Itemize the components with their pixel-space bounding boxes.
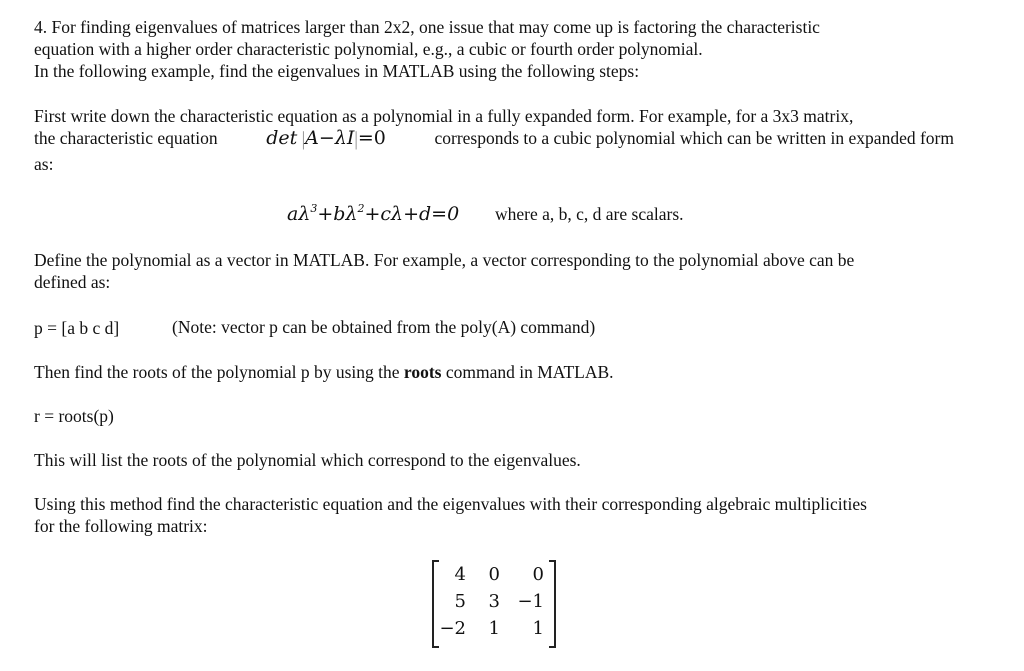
intro-line-3: In the following example, find the eigenvalues in MATLAB using the following steps: <box>34 61 640 81</box>
det-expression <box>266 127 386 149</box>
method-paragraph <box>34 493 954 537</box>
intro-line-2: equation with a higher order characteristic polynomial, e.g., a cubic or fourth order polynomial. <box>34 39 703 59</box>
matrix-cell-r1-c1: 4 <box>454 564 466 585</box>
matrix-cell-r2-c2: 3 <box>488 591 500 612</box>
equation-power-3: 3 <box>310 201 318 215</box>
matrix <box>432 560 556 644</box>
roots-instruction-pre: Then find the roots of the polynomial p by using the <box>34 362 400 382</box>
matrix-cell-r1-c3: 0 <box>532 564 544 585</box>
det-equals-zero: =0 <box>357 127 386 149</box>
r-definition: r = roots(p) <box>34 406 114 426</box>
matrix-right-bracket <box>549 560 556 648</box>
equation-term-2: +bλ <box>317 203 358 225</box>
equation-term-1: aλ <box>287 203 311 225</box>
matrix-cell-r2-c3: −1 <box>517 591 544 612</box>
right-abs-bar: | <box>354 126 358 150</box>
matrix-cell-r3-c1: −2 <box>439 618 466 639</box>
characteristic-line-1: First write down the characteristic equation as a polynomial in a fully expanded form. For example, for a 3x3 matrix, <box>34 106 854 126</box>
define-paragraph <box>34 249 954 293</box>
cubic-equation <box>287 203 459 225</box>
method-line-2: for the following matrix: <box>34 516 208 536</box>
equation-power-2: 2 <box>357 201 365 215</box>
scalars-note: where a, b, c, d are scalars. <box>495 204 684 224</box>
matrix-cell-r2-c1: 5 <box>454 591 466 612</box>
intro-paragraph <box>34 16 954 82</box>
roots-command: roots <box>403 362 442 382</box>
poly-note: (Note: vector p can be obtained from the poly(A) command) <box>172 317 596 337</box>
define-line-2: defined as: <box>34 272 111 292</box>
p-definition: p = [a b c d] <box>34 318 120 338</box>
characteristic-line-2-post: corresponds to a cubic polynomial which can be written in expanded form <box>434 128 954 148</box>
characteristic-line-2-pre: the characteristic equation <box>34 128 218 148</box>
characteristic-line-3: as: <box>34 154 54 174</box>
det-label: det <box>266 127 298 149</box>
method-line-1: Using this method find the characteristic equation and the eigenvalues with their corresponding algebraic multiplicities <box>34 494 867 514</box>
characteristic-paragraph <box>34 105 954 175</box>
intro-line-1: 4. For finding eigenvalues of matrices larger than 2x2, one issue that may come up is factoring the characteristic <box>34 17 820 37</box>
characteristic-line-2 <box>34 127 954 153</box>
det-argument: A−λI <box>305 127 355 149</box>
list-roots-line: This will list the roots of the polynomial which correspond to the eigenvalues. <box>34 450 581 470</box>
define-line-1: Define the polynomial as a vector in MATLAB. For example, a vector corresponding to the polynomial above can be <box>34 250 855 270</box>
roots-instruction-post: command in MATLAB. <box>445 362 614 382</box>
roots-instruction <box>34 361 954 383</box>
matrix-cell-r1-c2: 0 <box>488 564 500 585</box>
matrix-cell-r3-c2: 1 <box>488 618 500 639</box>
matrix-cell-r3-c3: 1 <box>532 618 544 639</box>
left-abs-bar: | <box>301 126 306 150</box>
equation-term-3: +cλ+d=0 <box>364 203 460 225</box>
